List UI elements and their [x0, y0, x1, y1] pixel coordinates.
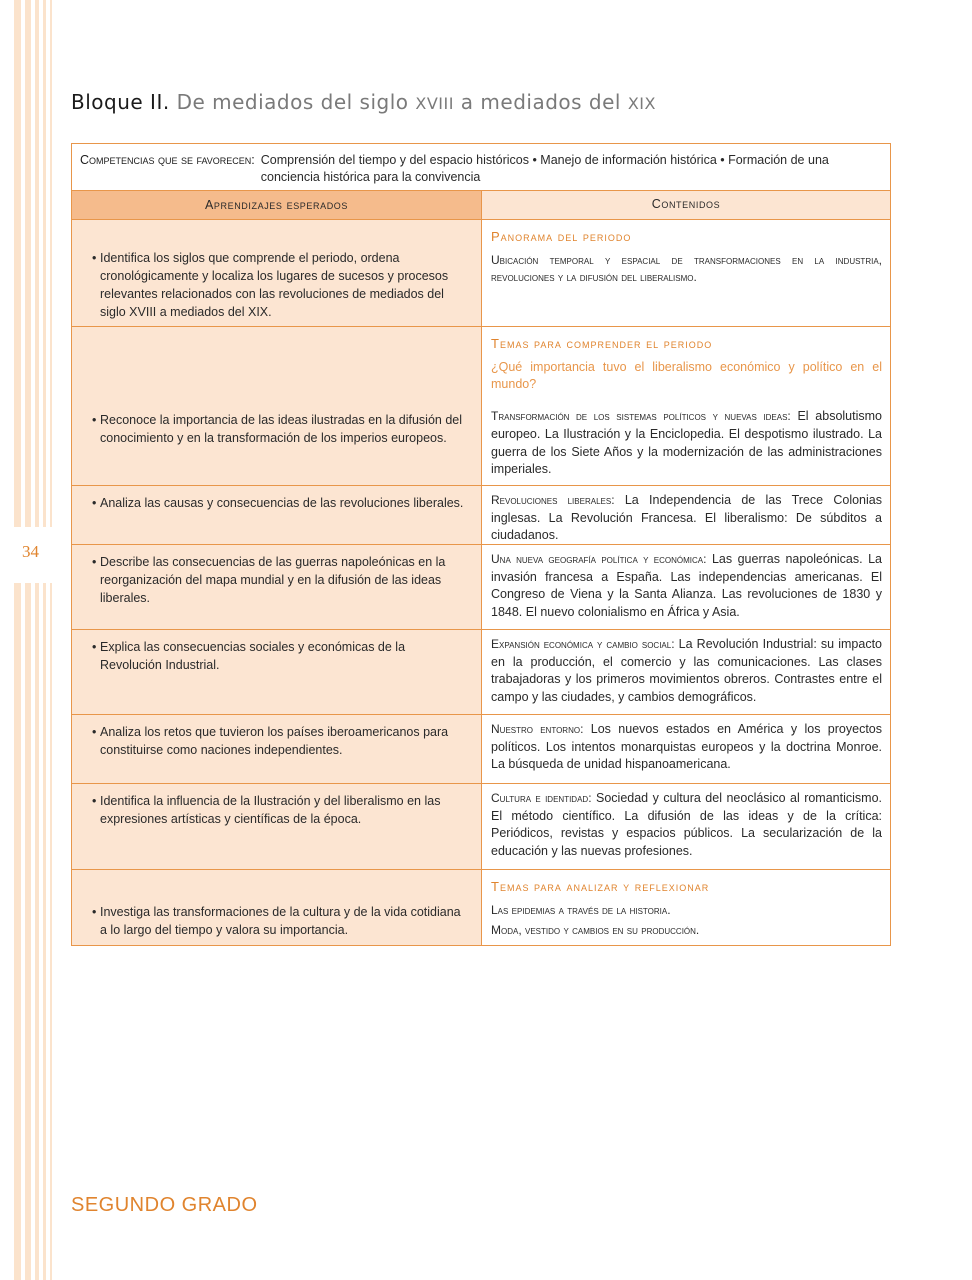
contenido-cell — [482, 630, 890, 714]
bullet-icon: • — [92, 251, 97, 265]
table-row — [72, 545, 890, 630]
topic-text: El absolutismo europeo. La Ilustración y la Enciclopedia. El despotismo ilustrado. La guerra de los Siete Años y la modernización de las administraciones imperiales. — [491, 409, 883, 477]
table-row — [72, 630, 890, 715]
competencias-row — [72, 144, 890, 191]
section-title: Temas para analizar y reflexionar — [491, 879, 710, 894]
table-row — [72, 220, 890, 327]
topic-title: Moda, vestido y cambios en su producción. — [491, 923, 700, 938]
contenido-cell — [482, 784, 890, 869]
grade-footer: SEGUNDO GRADO — [71, 1194, 258, 1216]
section-title: Temas para comprender el periodo — [491, 336, 713, 351]
topic-title: Una nueva geografía política y económica: — [491, 552, 707, 566]
aprendizaje-cell — [72, 784, 482, 869]
topic-text: La Independencia de las Trece Colonias inglesas. La Revolución Francesa. El liberalismo: De súbditos a ciudadanos. — [491, 493, 882, 543]
guiding-question: ¿Qué importancia tuvo el liberalismo económico y político en el mundo? — [491, 359, 882, 392]
contenido-cell — [482, 870, 890, 945]
aprendizaje-cell — [72, 220, 482, 326]
aprendizaje-cell — [72, 486, 482, 544]
contenido-cell — [482, 220, 890, 326]
bullet-icon: • — [92, 725, 97, 739]
table-row — [72, 327, 890, 486]
topic-text: Las guerras napoleónicas. La invasión francesa a España. Las independencias americanas. El Congreso de Viena y la Santa Alianza. Las revoluciones de 1830 y 1848. El nuevo colonialismo en África y Asia. — [491, 552, 882, 620]
topic-title: Cultura e identidad: — [491, 791, 592, 805]
topic-text: Sociedad y cultura del neoclásico al romanticismo. El método científico. La difusión de las ideas y de la crítica: Periódicos, revistas y espacios públicos. La secularización de la educación y las nuevas profesiones. — [491, 791, 882, 859]
page-number: 34 — [22, 542, 39, 561]
section-title: Panorama del periodo — [491, 229, 632, 244]
aprendizaje-cell — [72, 870, 482, 945]
aprendizaje-text: Identifica los siglos que comprende el periodo, ordena cronológicamente y localiza los lugares de sucesos y procesos relevantes relacionados con las revoluciones de mediados del siglo XVIII a mediados del XIX. — [100, 251, 449, 319]
bullet-icon: • — [92, 794, 97, 808]
topic-title: Transformación de los sistemas políticos y nuevas ideas: — [491, 409, 791, 424]
topic-title: Ubicación temporal y espacial de transformaciones en la industria, revoluciones y la difusión del liberalismo. — [491, 252, 882, 285]
topic-text: Los nuevos estados en América y los proyectos políticos. Los intentos monarquistas europeos y la doctrina Monroe. La búsqueda de unidad hispanoamericana. — [491, 722, 882, 772]
bloque-label: Bloque II. — [71, 90, 170, 114]
aprendizaje-text: Investiga las transformaciones de la cultura y de la vida cotidiana a lo largo del tiempo y valora su importancia. — [100, 905, 461, 937]
table-row — [72, 486, 890, 545]
bullet-icon: • — [92, 640, 97, 654]
competencias-text: Comprensión del tiempo y del espacio históricos • Manejo de información histórica • Formación de una conciencia histórica para la convivencia — [260, 153, 829, 184]
topic-text: La Revolución Industrial: su impacto en la producción, el comercio y las comunicaciones. Las clases trabajadoras y los primeros movimientos obreros. Contrastes entre el campo y las ciudades, y cambios demográficos. — [491, 637, 882, 705]
table-row — [72, 870, 890, 945]
table-row — [72, 784, 890, 870]
topic-title: Las epidemias a través de la historia. — [491, 902, 671, 917]
decorative-stripes — [14, 0, 58, 1280]
aprendizaje-cell — [72, 545, 482, 629]
contenido-cell — [482, 715, 890, 783]
aprendizaje-cell — [72, 715, 482, 783]
topic-title: Nuestro entorno: — [491, 722, 584, 736]
page-title: Bloque II. De mediados del siglo XVIII a mediados del XIX — [71, 90, 656, 114]
contenido-cell — [482, 486, 890, 544]
column-header-aprendizajes: Aprendizajes esperados — [204, 198, 349, 212]
table-row — [72, 715, 890, 784]
competencias-label: Competencias que se favorecen: — [80, 153, 255, 167]
column-header-contenidos: Contenidos — [651, 197, 721, 212]
aprendizaje-text: Reconoce la importancia de las ideas ilustradas en la difusión del conocimiento y en la transformación de los imperios europeos. — [100, 413, 463, 445]
aprendizaje-text: Identifica la influencia de la Ilustración y del liberalismo en las expresiones artísticas y científicas de la época. — [100, 794, 441, 826]
aprendizaje-text: Analiza los retos que tuvieron los países iberoamericanos para constituirse como naciones independientes. — [100, 725, 449, 757]
aprendizaje-cell — [72, 327, 482, 485]
contenido-cell — [482, 545, 890, 629]
bullet-icon: • — [92, 555, 97, 569]
table-header — [72, 191, 890, 220]
aprendizaje-cell — [72, 630, 482, 714]
contenido-cell — [482, 327, 890, 485]
bullet-icon: • — [92, 413, 97, 427]
bullet-icon: • — [92, 496, 97, 510]
aprendizaje-text: Describe las consecuencias de las guerras napoleónicas en la reorganización del mapa mundial y en la difusión de las ideas liberales. — [100, 555, 446, 605]
bullet-icon: • — [92, 905, 97, 919]
topic-title: Revoluciones liberales: — [491, 493, 615, 507]
aprendizaje-text: Explica las consecuencias sociales y económicas de la Revolución Industrial. — [100, 640, 406, 672]
content-table — [71, 143, 891, 946]
topic-title: Expansión económica y cambio social: — [491, 637, 675, 651]
aprendizaje-text: Analiza las causas y consecuencias de las revoluciones liberales. — [100, 496, 464, 510]
